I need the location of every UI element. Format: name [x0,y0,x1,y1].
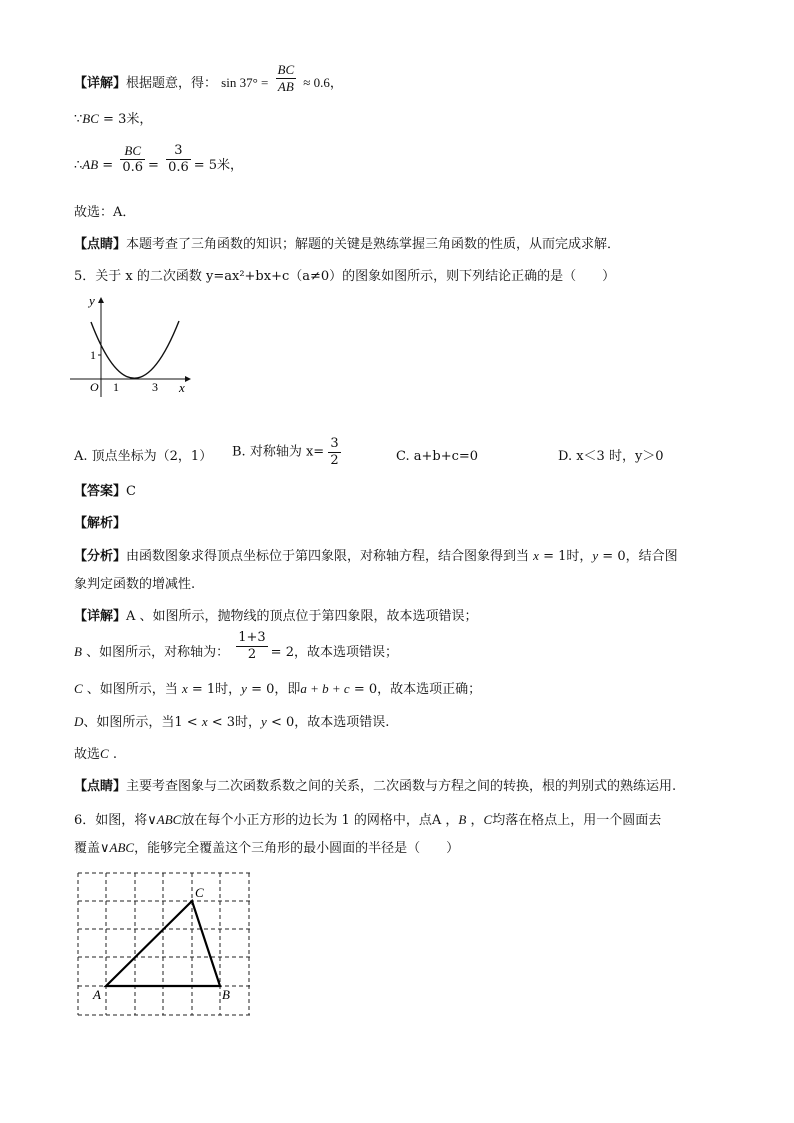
x-axis-label: x [179,380,185,395]
q4-because-line [74,110,152,129]
detail-b-text: 、如图所示，对称轴为： [81,645,230,660]
detail-tag: 【详解】 [74,609,127,624]
x-tick-label-1: 1 [113,380,119,394]
parabola-curve [91,321,179,378]
fraction-numerator: 3 [330,436,339,451]
fraction-numerator: BC [120,143,145,160]
comment-tag: 【点睛】 [74,237,127,252]
detail-b-fraction [236,630,267,663]
choose-text: 故选：A． [74,205,136,220]
result-text: = 5米， [193,158,244,173]
q5-option-b [232,436,344,469]
q4-comment-line [74,236,620,254]
q6-stem-line-2 [74,839,459,858]
vertex-label-c: C [195,885,204,900]
triangle-symbol: ∨ABC [147,812,182,827]
comment-text: 本题考查了三角函数的知识；解题的关键是熟练掌握三角函数的性质，从而完成求解． [126,237,621,252]
fraction-numerator: BC [277,62,295,77]
origin-label: O [90,380,99,394]
answer-value: C [126,484,136,499]
approx-value: ≈ 0.6 [303,75,330,90]
stem-text: ，能够完全覆盖这个三角形的最小圆面的半径是（ ） [134,841,460,856]
choose-text: 故选 [74,747,101,762]
therefore-symbol: ∴ [74,158,83,173]
detail-a-text: A 、如图所示，抛物线的顶点位于第四象限，故本选项错误； [126,609,478,624]
q5-detail-b [74,630,398,663]
option-b-text: B. 对称轴为 x= [232,444,325,460]
fraction-denominator: 2 [330,453,339,468]
var-x: x [181,681,188,696]
stem-text: 均落在格点上，用一个圆面去 [492,813,662,828]
choose-text: . [108,747,117,762]
choose-answer: C [100,746,109,761]
analysis-tag: 【解析】 [74,516,127,531]
answer-tag: 【答案】 [74,484,127,499]
option-b-fraction [328,436,340,469]
stem-text: 6．如图，将 [74,813,148,828]
grid-triangle-figure [74,870,254,1020]
detail-text: 根据题意，得： [126,76,218,91]
fenxi-text: 由函数图象求得顶点坐标位于第四象限，对称轴方程，结合图象得到当 [126,549,534,564]
comma: ， [329,76,343,91]
fenxi-text: 象判定函数的增减性. [74,577,196,592]
option-c: C. a+b+c=0 [396,449,479,464]
q5-stem [74,268,615,286]
fraction-numerator: 1+3 [238,630,266,645]
because-symbol: ∵ [74,112,83,127]
triangle-symbol: ∨ABC [100,840,135,855]
q5-option-d [558,448,664,466]
fenxi-text: = 0，结合图 [598,549,678,564]
var-x: x [533,548,539,563]
fraction-denominator: 0.6 [168,160,189,175]
vertex-label-a: A [93,987,101,1002]
stem-text: ， [466,813,484,828]
var-y: y [261,714,267,729]
point-c: C [483,812,493,827]
q4-therefore-line [74,143,244,176]
var-x: x [201,714,208,729]
q5-detail-c [74,680,481,699]
y-tick-label: 1 [90,348,96,362]
detail-c-text: 、如图所示，当 [82,682,182,697]
x-tick-label-3: 3 [152,380,158,394]
q5-choose-line [74,745,117,764]
fenxi-tag: 【分析】 [74,549,127,564]
q5-detail-a [74,608,478,626]
parabola-graph [68,292,198,402]
fraction-3-06 [166,143,191,176]
point-b: B [458,812,467,827]
question-stem: 5．关于 x 的二次函数 y=ax²+bx+c（a≠0）的图象如图所示，则下列结论正确的是（ ） [74,269,616,284]
equals-sign: = [148,158,159,173]
q5-fenxi-line-1 [74,547,678,566]
comment-text: 主要考查图象与二次函数系数之间的关系，二次函数与方程之间的转换，根的判别式的熟练运用. [126,779,677,794]
fraction-bc-ab [276,62,297,95]
detail-b-text: = 2，故本选项错误； [270,645,398,660]
q5-comment-line [74,778,676,796]
q5-option-c [396,448,478,466]
var-y: y [592,548,599,563]
fraction-numerator: 3 [166,143,191,160]
vertex-label-b: B [222,987,230,1002]
bc-variable: BC [82,111,99,126]
q5-fenxi-line-2 [74,576,195,594]
detail-d-text: 、如图所示，当1 < [83,715,202,730]
var-b: B [74,644,82,659]
var-y: y [241,681,247,696]
q5-detail-d [74,713,389,732]
q4-detail-line [74,62,343,95]
q5-option-a [74,448,212,466]
var-c: C [74,681,83,696]
y-axis-label: y [89,293,95,308]
fraction-denominator: 2 [247,647,257,662]
q4-choose-line [74,204,135,222]
comment-tag: 【点睛】 [74,779,127,794]
fenxi-text: = 1时， [538,549,593,564]
fraction-denominator: 0.6 [122,160,144,175]
equals-sign: = [98,158,114,173]
detail-c-text: = 0，即 [246,682,301,697]
detail-c-text: = 0，故本选项正确； [349,682,482,697]
bc-equation: = 3米， [98,112,153,127]
detail-c-text: = 1时， [187,682,242,697]
q6-stem-line-1 [74,811,661,830]
var-d: D [74,714,84,729]
stem-text: 覆盖 [74,841,101,856]
option-a: A. 顶点坐标为（2，1） [74,449,213,464]
sin-label: sin 37° = [221,75,269,90]
expr-abc: a + b + c [300,681,350,696]
q5-answer-line [74,483,136,501]
detail-tag: 【详解】 [74,76,127,91]
q5-analysis-line [74,515,126,533]
detail-d-text: < 3时， [207,715,262,730]
ab-variable: AB [82,157,99,172]
option-d: D. x＜3 时，y＞0 [558,449,664,464]
fraction-bc-06 [120,143,145,176]
detail-d-text: < 0，故本选项错误. [266,715,390,730]
stem-text: 放在每个小正方形的边长为 1 的网格中，点A ， [181,813,459,828]
fraction-denominator: AB [277,79,294,94]
